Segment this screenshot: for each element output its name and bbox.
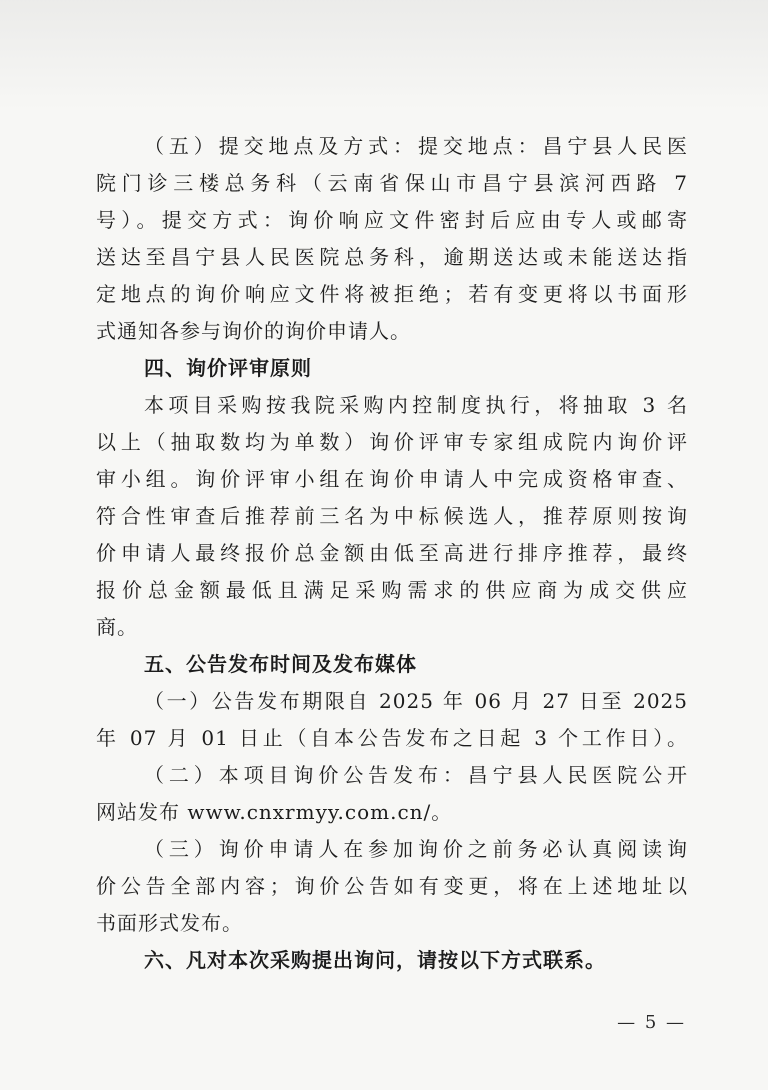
submission-paragraph (96, 128, 688, 350)
text-line: 价申请人最终报价总金额由低至高进行排序推荐，最终 (96, 541, 688, 565)
document-page (96, 128, 688, 979)
text-line: （一）公告发布期限自 2025 年 06 月 27 日至 2025 (144, 689, 688, 713)
text-line: （三）询价申请人在参加询价之前务必认真阅读询 (144, 837, 688, 861)
section-five-item-1 (96, 683, 688, 757)
text-line: （五）提交地点及方式：提交地点：昌宁县人民医 (144, 134, 688, 158)
text-line: 定地点的询价响应文件将被拒绝；若有变更将以书面形 (96, 282, 688, 306)
page-number: — 5 — (617, 1012, 686, 1033)
section-five-item-3 (96, 831, 688, 942)
text-line: 报价总金额最低且满足采购需求的供应商为成交供应 (96, 578, 688, 602)
text-line: 式通知各参与询价的询价申请人。 (96, 319, 411, 343)
section-six-heading: 六、凡对本次采购提出询问，请按以下方式联系。 (144, 948, 606, 972)
text-line: 本项目采购按我院采购内控制度执行，将抽取 3 名 (144, 393, 688, 417)
section-five-heading: 五、公告发布时间及发布媒体 (144, 652, 417, 676)
text-line: 送达至昌宁县人民医院总务科，逾期送达或未能送达指 (96, 245, 688, 269)
text-line: 符合性审查后推荐前三名为中标候选人，推荐原则按询 (96, 504, 688, 528)
text-line: 书面形式发布。 (96, 911, 243, 935)
section-five-item-2 (96, 757, 688, 831)
text-line: （二）本项目询价公告发布：昌宁县人民医院公开 (144, 763, 688, 787)
section-four-paragraph (96, 387, 688, 646)
text-line: 院门诊三楼总务科（云南省保山市昌宁县滨河西路 7 (96, 171, 688, 195)
text-line: 以上（抽取数均为单数）询价评审专家组成院内询价评 (96, 430, 688, 454)
text-line: 价公告全部内容；询价公告如有变更，将在上述地址以 (96, 874, 688, 898)
text-line: 年 07 月 01 日止（自本公告发布之日起 3 个工作日）。 (96, 726, 688, 750)
text-line: 网站发布 www.cnxrmyy.com.cn/。 (96, 800, 453, 824)
text-line: 号）。提交方式：询价响应文件密封后应由专人或邮寄 (96, 208, 688, 232)
section-four-heading: 四、询价评审原则 (144, 356, 312, 380)
text-line: 审小组。询价评审小组在询价申请人中完成资格审查、 (96, 467, 688, 491)
scan-shadow (0, 0, 768, 110)
text-line: 商。 (96, 615, 138, 639)
